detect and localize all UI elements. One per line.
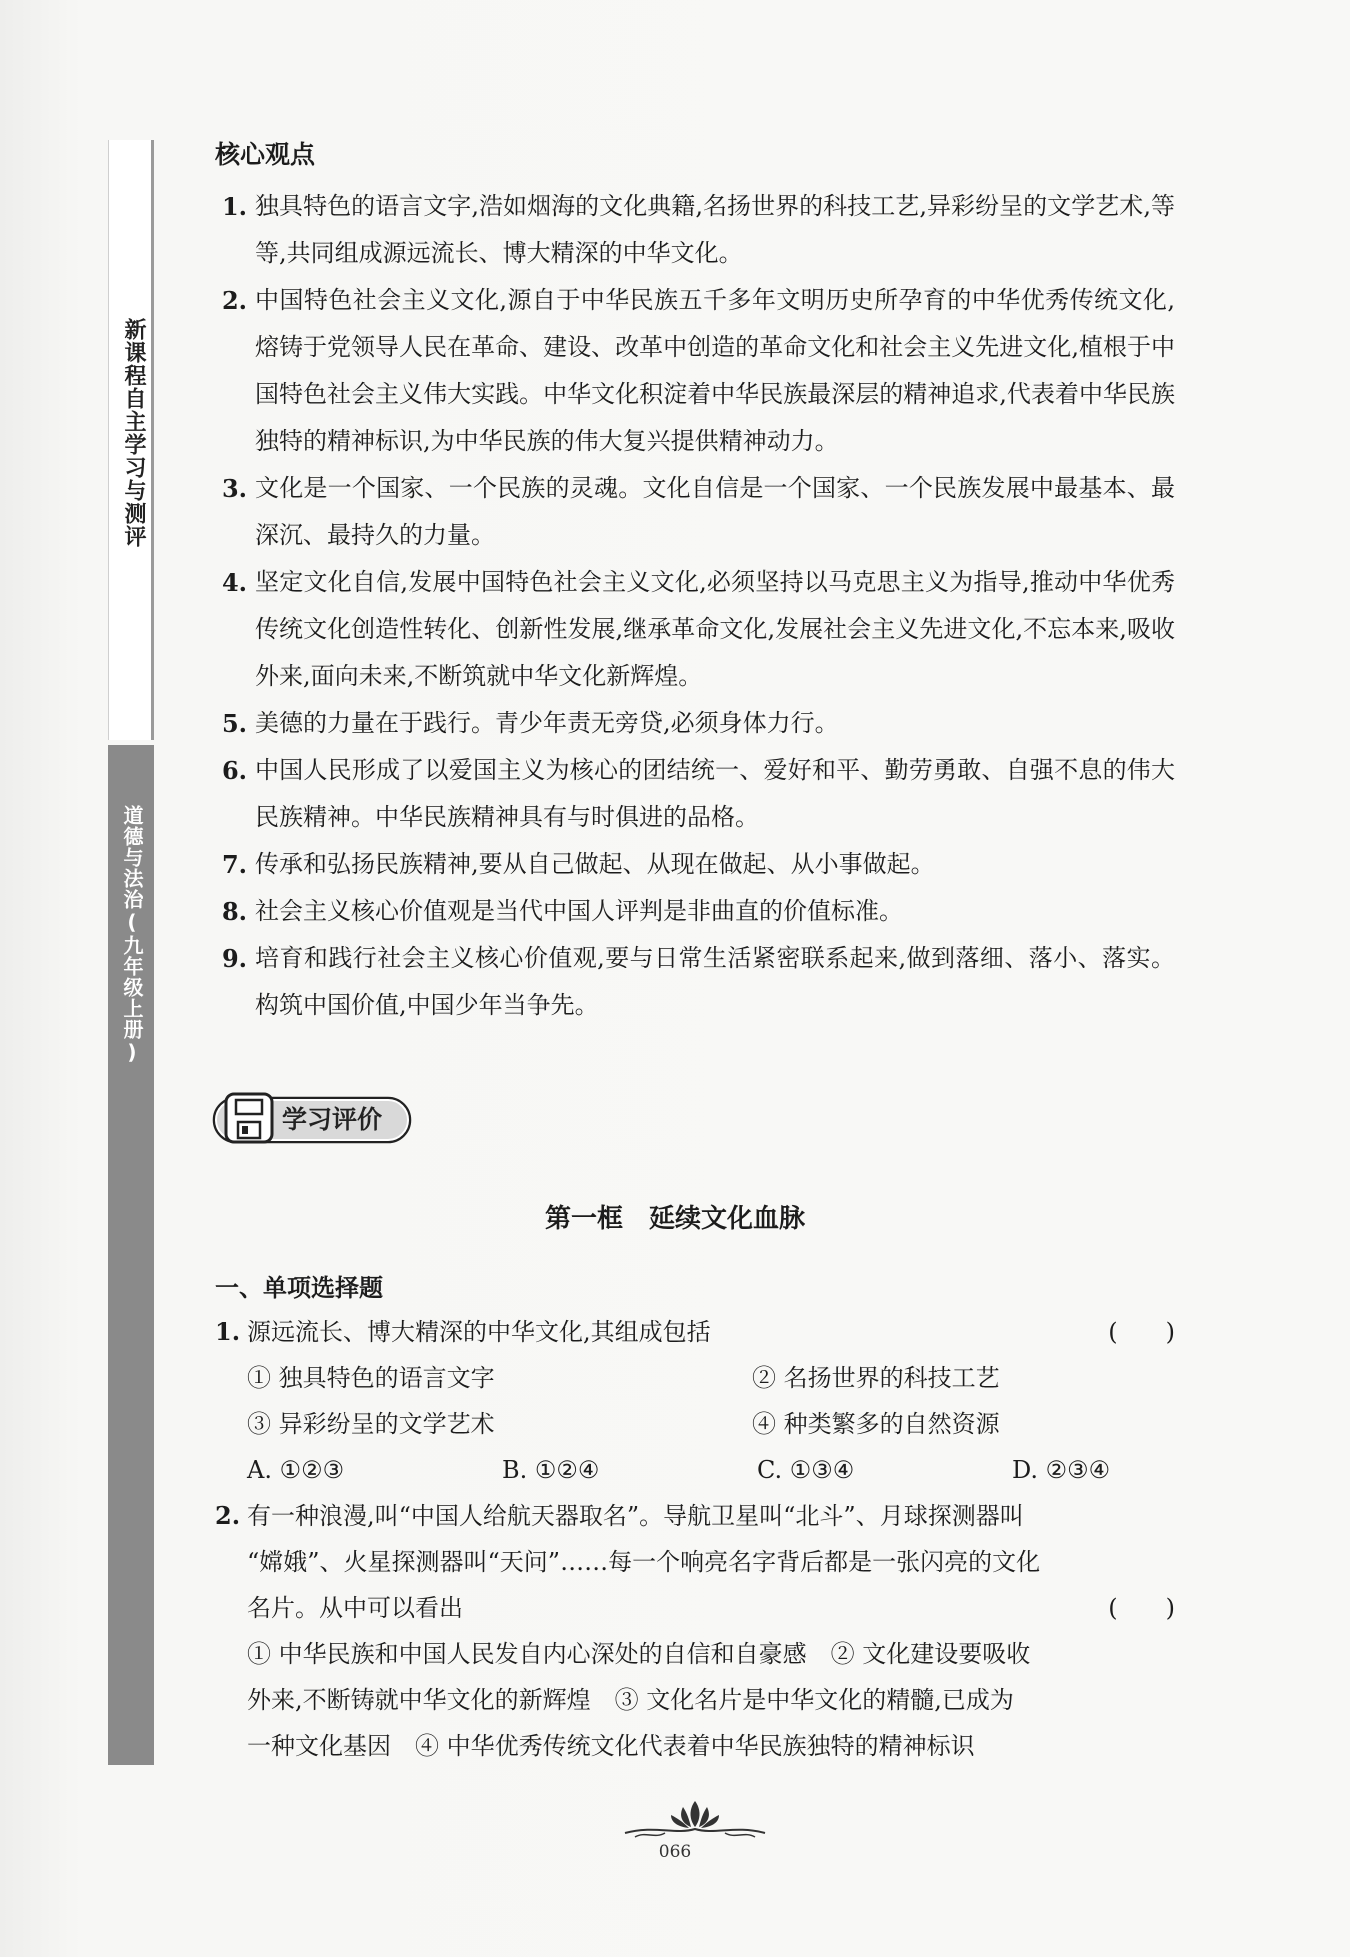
floppy-disk-icon (226, 1094, 272, 1142)
question-number: 2. (215, 1501, 241, 1530)
question-2 (215, 1493, 1175, 1769)
questions-section (215, 1268, 1175, 1769)
statement-option-line: ① 中华民族和中国人民发自内心深处的自信和自豪感 ② 文化建设要吸收 (247, 1640, 1031, 1668)
item-number: 3. (221, 474, 247, 503)
core-points-heading: 核心观点 (215, 140, 316, 169)
question-stem-line: “嫦娥”、火星探测器叫“天问”……每一个响亮名字背后都是一张闪亮的文化 (247, 1548, 1041, 1576)
item-text: 独具特色的语言文字,浩如烟海的文化典籍,名扬世界的科技工艺,异彩纷呈的文学艺术,等等,共同组成源远流长、博大精深的中华文化。 (255, 192, 1175, 267)
list-item (215, 747, 1175, 841)
item-number: 8. (221, 897, 247, 926)
statement-option-line: 一种文化基因 ④ 中华优秀传统文化代表着中华民族独特的精神标识 (247, 1732, 975, 1760)
list-item (215, 888, 1175, 935)
item-text: 培育和践行社会主义核心价值观,要与日常生活紧密联系起来,做到落细、落小、落实。构筑中国价值,中国少年当争先。 (255, 944, 1175, 1019)
answer-choice: C. ①③④ (757, 1456, 855, 1484)
list-item (215, 277, 1175, 465)
question-stem: 源远流长、博大精深的中华文化,其组成包括 (247, 1318, 711, 1346)
item-number: 4. (221, 568, 247, 597)
question-1 (215, 1309, 1175, 1493)
item-number: 2. (221, 286, 247, 315)
core-points-list (215, 183, 1175, 1029)
item-text: 中国人民形成了以爱国主义为核心的团结统一、爱好和平、勤劳勇敢、自强不息的伟大民族精神。中华民族精神具有与时俱进的品格。 (255, 756, 1175, 831)
item-text: 社会主义核心价值观是当代中国人评判是非曲直的价值标准。 (255, 897, 903, 925)
statement-option: ① 独具特色的语言文字 (247, 1364, 495, 1392)
series-title: 新课程自主学习与测评 (121, 318, 146, 548)
statement-options (215, 1355, 1175, 1447)
badge-label: 学习评价 (282, 1105, 383, 1134)
section-title: 第一框 延续文化血脉 (544, 1204, 805, 1234)
item-number: 5. (221, 709, 247, 738)
item-text: 文化是一个国家、一个民族的灵魂。文化自信是一个国家、一个民族发展中最基本、最深沉、最持久的力量。 (255, 474, 1175, 549)
subject-title: 道德与法治(九年级上册) (120, 805, 144, 1065)
list-item (215, 841, 1175, 888)
answer-choice: A. ①②③ (247, 1456, 345, 1484)
list-item (215, 559, 1175, 700)
statement-option-line: 外来,不断铸就中华文化的新辉煌 ③ 文化名片是中华文化的精髓,已成为 (247, 1686, 1014, 1714)
item-text: 坚定文化自信,发展中国特色社会主义文化,必须坚持以马克思主义为指导,推动中华优秀传统文化创造性转化、创新性发展,继承革命文化,发展社会主义先进文化,不忘本来,吸收外来,面向未来,不断筑就中华文化新辉煌。 (255, 568, 1175, 690)
question-number: 1. (215, 1317, 241, 1346)
item-text: 中国特色社会主义文化,源自于中华民族五千多年文明历史所孕育的中华优秀传统文化,熔铸于党领导人民在革命、建设、改革中创造的革命文化和社会主义先进文化,植根于中国特色社会主义伟大实践。中华文化积淀着中华民族最深层的精神追求,代表着中华民族独特的精神标识,为中华民族的伟大复兴提供精神动力。 (255, 286, 1175, 455)
item-number: 7. (221, 850, 247, 879)
answer-choices (215, 1447, 1175, 1493)
list-item (215, 935, 1175, 1029)
statement-option: ② 名扬世界的科技工艺 (752, 1364, 1000, 1392)
answer-bracket: ( ) (1108, 1318, 1175, 1346)
question-type-heading: 一、单项选择题 (215, 1274, 383, 1302)
list-item (215, 465, 1175, 559)
statement-option: ④ 种类繁多的自然资源 (752, 1410, 1000, 1438)
footer-ornament-icon (615, 1795, 775, 1845)
item-text: 传承和弘扬民族精神,要从自己做起、从现在做起、从小事做起。 (255, 850, 935, 878)
statement-option: ③ 异彩纷呈的文学艺术 (247, 1410, 495, 1438)
question-stem-line: 有一种浪漫,叫“中国人给航天器取名”。导航卫星叫“北斗”、月球探测器叫 (247, 1502, 1024, 1530)
list-item (215, 183, 1175, 277)
page-number: 066 (658, 1842, 692, 1862)
core-points-section (215, 135, 1175, 1029)
question-stem-line: 名片。从中可以看出 (247, 1594, 463, 1622)
list-item (215, 700, 1175, 747)
item-number: 9. (221, 944, 247, 973)
item-text: 美德的力量在于践行。青少年责无旁贷,必须身体力行。 (255, 709, 839, 737)
answer-bracket: ( ) (1108, 1594, 1175, 1622)
answer-choice: D. ②③④ (1012, 1456, 1111, 1484)
item-number: 6. (221, 756, 247, 785)
learning-evaluation-badge (212, 1092, 412, 1146)
answer-choice: B. ①②④ (502, 1456, 600, 1484)
item-number: 1. (221, 192, 247, 221)
